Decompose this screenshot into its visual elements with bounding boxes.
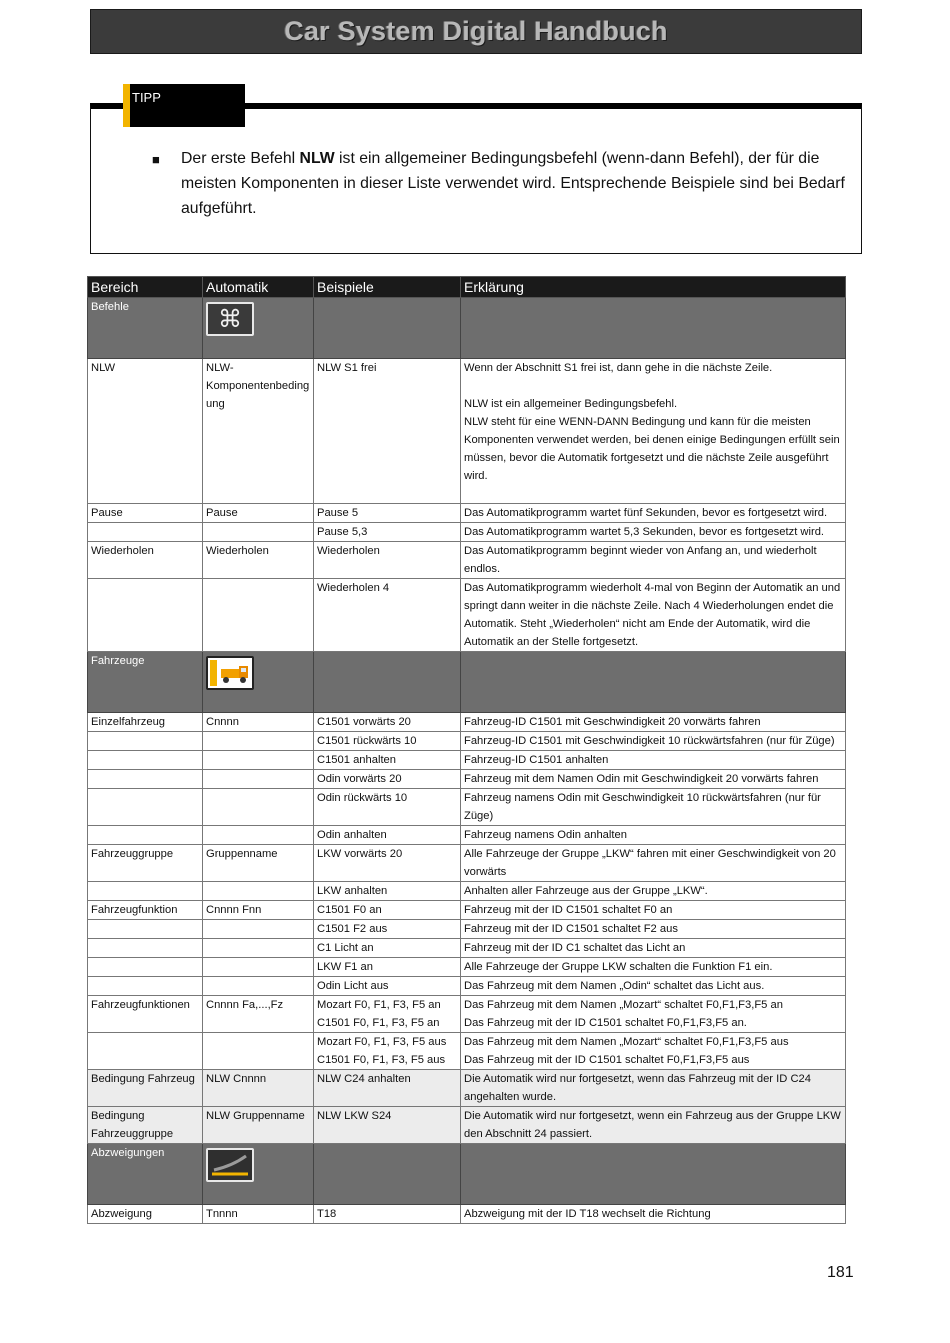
column-header-bereich: Bereich [88, 277, 203, 298]
cell-automatik: Tnnnn [203, 1205, 314, 1224]
table-row [88, 504, 846, 523]
cell-beispiele: C1501 anhalten [314, 751, 461, 770]
document-header [90, 9, 862, 54]
command-key-icon [206, 302, 254, 336]
cell-beispiele: Odin rückwärts 10 [314, 789, 461, 826]
cell-erklaerung: Das Automatikprogramm beginnt wieder von Anfang an, und wiederholt endlos. [461, 542, 846, 579]
section-label: Abzweigungen [88, 1144, 203, 1205]
cell-erklaerung: Die Automatik wird nur fortgesetzt, wenn ein Fahrzeug aus der Gruppe LKW den Abschnitt 24 passiert. [461, 1107, 846, 1144]
tip-text-before: Der erste Befehl [181, 150, 300, 167]
cell-automatik: Cnnnn [203, 713, 314, 732]
cell-beispiele: C1501 F0 an [314, 901, 461, 920]
cell-beispiele: C1501 vorwärts 20 [314, 713, 461, 732]
table-row [88, 1107, 846, 1144]
table-row [88, 920, 846, 939]
cell-beispiele-line: C1501 F0, F1, F3, F5 aus [317, 1054, 446, 1066]
table-row [88, 1033, 846, 1070]
cell-beispiele: NLW C24 anhalten [314, 1070, 461, 1107]
cell-automatik: Cnnnn Fnn [203, 901, 314, 920]
cell-beispiele: C1 Licht an [314, 939, 461, 958]
table-row [88, 542, 846, 579]
cell-erklaerung: Fahrzeug mit der ID C1 schaltet das Licht an [461, 939, 846, 958]
table-row [88, 826, 846, 845]
cell-erklaerung: Fahrzeug-ID C1501 mit Geschwindigkeit 10 rückwärtsfahren (nur für Züge) [461, 732, 846, 751]
cell-beispiele: Pause 5 [314, 504, 461, 523]
table-header-row [88, 277, 846, 298]
cell-erklaerung: Fahrzeug mit dem Namen Odin mit Geschwindigkeit 20 vorwärts fahren [461, 770, 846, 789]
column-header-erklaerung: Erklärung [461, 277, 846, 298]
tip-text-bold: NLW [299, 150, 335, 167]
command-key-glyph: ⌘ [218, 305, 242, 333]
table-row [88, 359, 846, 504]
table-row [88, 996, 846, 1033]
table-row [88, 579, 846, 652]
cell-bereich: Fahrzeugfunktionen [88, 996, 203, 1033]
cell-beispiele-line: Mozart F0, F1, F3, F5 an [317, 999, 441, 1011]
cell-beispiele: NLW S1 frei [314, 359, 461, 504]
cell-bereich: Pause [88, 504, 203, 523]
table-row [88, 845, 846, 882]
cell-erklaerung: Die Automatik wird nur fortgesetzt, wenn das Fahrzeug mit der ID C24 angehalten wurde. [461, 1070, 846, 1107]
cell-erklaerung [461, 996, 846, 1033]
cell-beispiele: T18 [314, 1205, 461, 1224]
table-row [88, 713, 846, 732]
truck-icon-drawing [219, 662, 251, 686]
cell-bereich: Bedingung Fahrzeuggruppe [88, 1107, 203, 1144]
cell-beispiele: Odin Licht aus [314, 977, 461, 996]
tip-label: TIPP [132, 90, 161, 105]
section-row-fahrzeuge [88, 652, 846, 713]
page-number: 181 [827, 1264, 854, 1281]
cell-beispiele: Odin vorwärts 20 [314, 770, 461, 789]
table-row [88, 958, 846, 977]
cell-erklaerung: Fahrzeug mit der ID C1501 schaltet F0 an [461, 901, 846, 920]
tip-text [181, 146, 857, 221]
cell-bereich: Wiederholen [88, 542, 203, 579]
cell-bereich: Fahrzeugfunktion [88, 901, 203, 920]
cell-bereich: NLW [88, 359, 203, 504]
table-row [88, 1205, 846, 1224]
table-row [88, 977, 846, 996]
cell-beispiele: Wiederholen 4 [314, 579, 461, 652]
table-row [88, 789, 846, 826]
document-title: Car System Digital Handbuch [284, 16, 668, 46]
command-table [87, 276, 846, 1224]
table-row [88, 751, 846, 770]
cell-beispiele: Wiederholen [314, 542, 461, 579]
cell-automatik: NLW Gruppenname [203, 1107, 314, 1144]
cell-erklaerung: Das Automatikprogramm wartet 5,3 Sekunden, bevor es fortgesetzt wird. [461, 523, 846, 542]
section-row-befehle [88, 298, 846, 359]
section-label: Befehle [88, 298, 203, 359]
table-row [88, 732, 846, 751]
truck-icon [206, 656, 254, 690]
cell-erklaerung: Das Fahrzeug mit dem Namen „Odin“ schaltet das Licht aus. [461, 977, 846, 996]
cell-erklaerung [461, 1033, 846, 1070]
cell-erklaerung-line: Das Fahrzeug mit der ID C1501 schaltet F0,F1,F3,F5 aus [464, 1054, 750, 1066]
cell-beispiele: LKW vorwärts 20 [314, 845, 461, 882]
table-row [88, 939, 846, 958]
column-header-beispiele: Beispiele [314, 277, 461, 298]
cell-erklaerung: Das Automatikprogramm wiederholt 4-mal von Beginn der Automatik an und springt dann weiter in die nächste Zeile. Nach 4 Wiederholungen endet die Automatik. Steht „Wiederholen“ nicht am Ende der Automatik, wird die Automatik an der Stelle fortgesetzt. [461, 579, 846, 652]
switch-track-drawing [208, 1150, 252, 1180]
cell-automatik: Gruppenname [203, 845, 314, 882]
cell-erklaerung: Alle Fahrzeuge der Gruppe LKW schalten die Funktion F1 ein. [461, 958, 846, 977]
cell-erklaerung: Fahrzeug namens Odin mit Geschwindigkeit 10 rückwärtsfahren (nur für Züge) [461, 789, 846, 826]
table-row [88, 901, 846, 920]
cell-beispiele-line: C1501 F0, F1, F3, F5 an [317, 1017, 440, 1029]
cell-automatik: Pause [203, 504, 314, 523]
switch-track-icon [206, 1148, 254, 1182]
tip-text-after: ist ein allgemeiner Bedingungsbefehl (wenn-dann Befehl), der für die meisten Komponenten in dieser Liste verwendet wird. Entsprechende Beispiele sind bei Bedarf aufgeführt. [181, 150, 845, 217]
cell-erklaerung-line: Wenn der Abschnitt S1 frei ist, dann gehe in die nächste Zeile. [464, 362, 773, 374]
cell-beispiele: Pause 5,3 [314, 523, 461, 542]
section-label: Fahrzeuge [88, 652, 203, 713]
tip-tab [123, 84, 245, 127]
cell-erklaerung: Fahrzeug-ID C1501 mit Geschwindigkeit 20 vorwärts fahren [461, 713, 846, 732]
cell-beispiele [314, 996, 461, 1033]
table-row [88, 523, 846, 542]
cell-erklaerung: Alle Fahrzeuge der Gruppe „LKW“ fahren mit einer Geschwindigkeit von 20 vorwärts [461, 845, 846, 882]
cell-erklaerung [461, 359, 846, 504]
cell-automatik: NLW-Komponentenbedingung [203, 359, 314, 504]
cell-bereich: Einzelfahrzeug [88, 713, 203, 732]
table-row [88, 882, 846, 901]
cell-erklaerung: Anhalten aller Fahrzeuge aus der Gruppe „LKW“. [461, 882, 846, 901]
cell-bereich: Fahrzeuggruppe [88, 845, 203, 882]
cell-erklaerung: Fahrzeug mit der ID C1501 schaltet F2 aus [461, 920, 846, 939]
cell-automatik: NLW Cnnnn [203, 1070, 314, 1107]
cell-erklaerung-line: Das Fahrzeug mit der ID C1501 schaltet F0,F1,F3,F5 an. [464, 1017, 747, 1029]
cell-beispiele [314, 1033, 461, 1070]
truck-icon-accent [210, 660, 217, 686]
cell-beispiele: C1501 rückwärts 10 [314, 732, 461, 751]
table-row [88, 770, 846, 789]
cell-erklaerung: Abzweigung mit der ID T18 wechselt die Richtung [461, 1205, 846, 1224]
cell-erklaerung: Fahrzeug namens Odin anhalten [461, 826, 846, 845]
cell-beispiele-line: Mozart F0, F1, F3, F5 aus [317, 1036, 447, 1048]
cell-beispiele: Odin anhalten [314, 826, 461, 845]
cell-beispiele: NLW LKW S24 [314, 1107, 461, 1144]
table-row [88, 1070, 846, 1107]
cell-automatik: Wiederholen [203, 542, 314, 579]
column-header-automatik: Automatik [203, 277, 314, 298]
section-row-abzweigungen [88, 1144, 846, 1205]
bullet-square-icon: ■ [152, 152, 160, 167]
cell-erklaerung: Fahrzeug-ID C1501 anhalten [461, 751, 846, 770]
cell-erklaerung-line: Das Fahrzeug mit dem Namen „Mozart“ schaltet F0,F1,F3,F5 aus [464, 1036, 789, 1048]
cell-erklaerung: Das Automatikprogramm wartet fünf Sekunden, bevor es fortgesetzt wird. [461, 504, 846, 523]
cell-erklaerung-line: NLW steht für eine WENN-DANN Bedingung und kann für die meisten Komponenten verwendet werden, bei denen einige Bedingungen erfüllt sein müssen, bevor die Automatik fortgesetzt und die nächste Zeile ausgeführt wird. [464, 416, 840, 482]
cell-beispiele: C1501 F2 aus [314, 920, 461, 939]
cell-automatik: Cnnnn Fa,...,Fz [203, 996, 314, 1033]
cell-beispiele: LKW anhalten [314, 882, 461, 901]
cell-erklaerung-line: Das Fahrzeug mit dem Namen „Mozart“ schaltet F0,F1,F3,F5 an [464, 999, 783, 1011]
cell-beispiele: LKW F1 an [314, 958, 461, 977]
cell-bereich: Bedingung Fahrzeug [88, 1070, 203, 1107]
cell-bereich: Abzweigung [88, 1205, 203, 1224]
cell-erklaerung-line: NLW ist ein allgemeiner Bedingungsbefehl. [464, 398, 678, 410]
